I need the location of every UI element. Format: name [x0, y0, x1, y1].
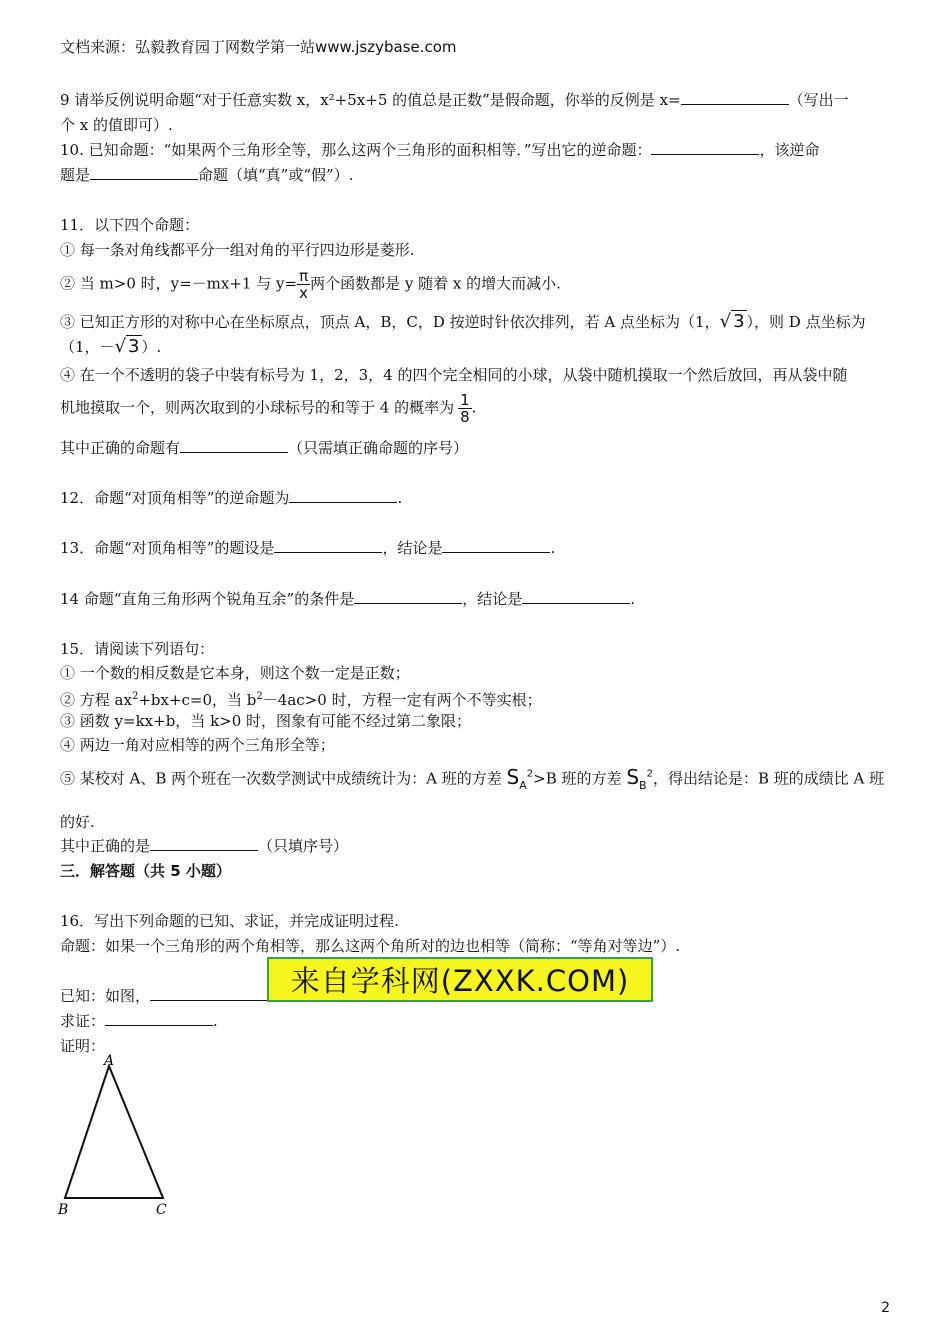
q14-blank-1[interactable]: [354, 589, 462, 604]
source-label: 文档来源：弘毅教育园丁网数学第一站: [60, 38, 316, 56]
q10-blank-1[interactable]: [651, 140, 759, 155]
q10-blank-2[interactable]: [90, 165, 198, 180]
q10-line1: 10. 已知命题：“如果两个三角形全等，那么这两个三角形的面积相等．”写出它的逆命题： ，该逆命: [60, 141, 820, 159]
triangle-abc: [65, 1066, 163, 1198]
q11-statement-1: ① 每一条对角线都平分一组对角的平行四边形是菱形.: [60, 241, 415, 259]
page-header: [60, 36, 457, 57]
q16-proof-label: 证明：: [60, 1037, 106, 1055]
q11-statement-2: ② 当 m>0 时，y=－mx+1 与 y= $\frac{\pi}{x}$ 两个函数都是 y 随着 x 的增大而减小.: [60, 267, 561, 302]
q9-line1: 9 请举反例说明命题“对于任意实数 x，x²+5x+5 的值总是正数”是假命题，你举的反例是 x= （写出一: [60, 91, 849, 109]
q13: 13．命题“对顶角相等”的题设是 ，结论是 .: [60, 539, 556, 557]
q11-statement-3: ③ 已知正方形的对称中心在坐标原点，顶点 A，B，C，D 按逆时针依次排列，若 A 点坐标为（1，√ 3 ），则 D 点坐标为: [60, 311, 866, 332]
q15-statement-1: ① 一个数的相反数是它本身，则这个数一定是正数；: [60, 664, 410, 682]
q16-given: 已知：如图，: [60, 985, 651, 1007]
q11-statement-3-cont: （1，－√ 3 ）.: [60, 336, 162, 357]
one-eighth-fraction: $\frac{1}{8}$: [460, 391, 470, 426]
q14: 14 命题“直角三角形两个锐角互余”的条件是 ，结论是 .: [60, 590, 635, 608]
q11-statement-4: ④ 在一个不透明的袋子中装有标号为 1，2，3，4 的四个完全相同的小球，从袋中随机摸取一个然后放回，再从袋中随: [60, 366, 848, 384]
q15-statement-2: ② 方程 $ax^2+bx+c=0$，当 $b^2-4ac>0$ 时，方程一定有两个不等实根；: [60, 691, 542, 709]
q15-statement-5: ⑤ 某校对 A、B 两个班在一次数学测试中成绩统计为：A 班的方差 $S_A^2>B$ 班的方差 $S_B^2$，得出结论是：B 班的成绩比 A 班: [60, 764, 885, 792]
q14-blank-2[interactable]: [522, 589, 630, 604]
q11-statement-4-cont: 机地摸取一个，则两次取到的小球标号的和等于 4 的概率为 $\frac{1}{8}$ .: [60, 391, 477, 426]
section-title: 三．解答题（共 5 小题）: [60, 862, 231, 880]
q15-statement-3: ③ 函数 y=kx+b，当 k>0 时，图象有可能不经过第二象限；: [60, 712, 472, 730]
q15-intro: 15．请阅读下列语句：: [60, 640, 215, 658]
q15-statement-5-cont: 的好.: [60, 813, 95, 831]
vertex-label-c: C: [156, 1202, 167, 1218]
q12: 12．命题“对顶角相等”的逆命题为 .: [60, 489, 403, 507]
vertex-label-a: A: [104, 1053, 115, 1069]
pi-over-x-fraction: $\frac{\pi}{x}$: [299, 267, 309, 302]
q16-prove-blank[interactable]: [105, 1011, 213, 1026]
q9-blank[interactable]: [681, 90, 789, 105]
vertex-label-b: B: [58, 1202, 69, 1218]
sqrt-3-neg: √ 3: [114, 336, 140, 357]
q9-line2: 个 x 的值即可）.: [60, 116, 173, 134]
triangle-figure: [52, 1052, 182, 1222]
q16-statement: 命题：如果一个三角形的两个角相等，那么这两个角所对的边也相等（简称：“等角对等边”）.: [60, 937, 681, 955]
q16-intro: 16．写出下列命题的已知、求证，并完成证明过程.: [60, 912, 399, 930]
page-number: 2: [881, 1300, 890, 1316]
variance-b: $S_B^2$: [626, 764, 653, 792]
q15-blank[interactable]: [150, 836, 258, 851]
source-url[interactable]: www.jszybase.com: [315, 38, 457, 56]
variance-a: $S_A^2$: [506, 764, 534, 792]
q11-intro: 11．以下四个命题：: [60, 216, 200, 234]
q12-blank[interactable]: [289, 488, 397, 503]
q11-blank[interactable]: [180, 438, 288, 453]
q15-answer: 其中正确的是 （只填序号）: [60, 837, 349, 855]
q11-answer: 其中正确的命题有 （只需填正确命题的序号）: [60, 439, 469, 457]
watermark-banner: 来自学科网(ZXXK.COM): [267, 957, 653, 1002]
q16-prove: 求证： .: [60, 1012, 218, 1030]
q13-blank-1[interactable]: [274, 538, 382, 553]
sqrt-3: √ 3: [719, 311, 745, 332]
q13-blank-2[interactable]: [442, 538, 550, 553]
q10-line2: 题是 命题（填“真”或“假”）.: [60, 166, 354, 184]
q15-statement-4: ④ 两边一角对应相等的两个三角形全等；: [60, 736, 335, 754]
